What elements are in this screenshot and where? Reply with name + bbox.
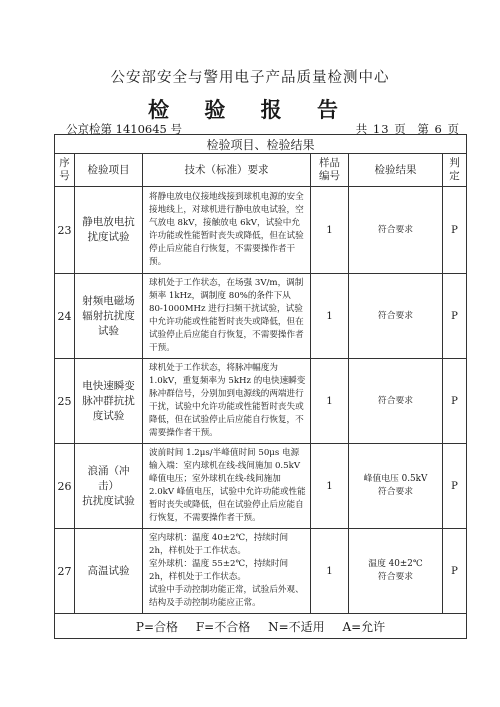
legend-row [55,614,467,639]
requirement-text: 球机处于工作状态，在场强 3V/m，调制频率 1kHz，调制度 80%的条件下从 80-1000MHz 进行扫频干扰试验，试验中允许功能或性能暂时丧失或降低，但在试验停止后应能自行恢复，不需要操作者干预。 [143,274,311,359]
requirement-text: 波前时间 1.2μs/半峰值时间 50μs 电源输入端：室内球机在线-线间施加 0.5kV 峰值电压；室外球机在线-线间施加 2.0kV 峰值电压，试验中允许功能或性能暂时丧失或降低，但在试验停止后应能自行恢复，不需要操作者干预。 [143,444,311,529]
sample-number: 1 [311,529,349,614]
sample-number: 1 [311,359,349,444]
organization-name: 公安部安全与警用电子产品质量检测中心 [110,70,390,86]
legend-pass: P=合格 [135,619,179,634]
total-pages: 共 13 页 [355,122,407,136]
requirement-text: 球机处于工作状态，将脉冲幅度为 1.0kV，重复频率为 5kHz 的电快速瞬变脉冲群信号，分别加到电源线的两端进行干扰，试验中允许功能或性能暂时丧失或降低，但在试验停止后应能自行恢复，不需要操作者干预。 [143,359,311,444]
legend-not-applicable: N=不适用 [268,619,325,634]
report-title: 检 验 报 告 [148,97,352,122]
sample-number: 1 [311,444,349,529]
row-number: 27 [55,529,75,614]
table-row [55,529,467,614]
judgement: P [443,529,467,614]
legend-allowed: A=允许 [342,619,386,634]
requirement-text: 将静电放电仪接地线接到球机电源的安全接地线上，对球机进行静电放电试验，空气放电 8kV，接触放电 6kV，试验中允许功能或性能暂时丧失或降低，但在试验停止后应能自行恢复，不需要操作者干预。 [143,187,311,274]
test-result: 温度 40±2℃ 符合要求 [349,529,443,614]
table-row [55,187,467,274]
table-row [55,274,467,359]
current-page: 第 6 页 [417,122,460,136]
report-number: 公京检第 1410645 号 [66,122,183,136]
col-header-sample: 样品 编号 [311,154,349,187]
test-result: 符合要求 [349,359,443,444]
sample-number: 1 [311,187,349,274]
sample-number: 1 [311,274,349,359]
judgement: P [443,444,467,529]
test-item: 射频电磁场 辐射抗扰度 试验 [75,274,143,359]
test-result: 符合要求 [349,274,443,359]
row-number: 23 [55,187,75,274]
test-result: 峰值电压 0.5kV 符合要求 [349,444,443,529]
table-row [55,444,467,529]
col-header-seq: 序 号 [55,154,75,187]
col-header-item: 检验项目 [75,154,143,187]
legend [55,614,467,639]
test-item: 静电放电抗 扰度试验 [75,187,143,274]
row-number: 26 [55,444,75,529]
header-row [55,154,467,187]
judgement: P [443,359,467,444]
judgement: P [443,274,467,359]
inspection-table [54,134,467,639]
col-header-result: 检验结果 [349,154,443,187]
section-title-row [55,135,467,154]
section-title: 检验项目、检验结果 [55,135,467,154]
test-result: 符合要求 [349,187,443,274]
test-item: 高温试验 [75,529,143,614]
row-number: 24 [55,274,75,359]
row-number: 25 [55,359,75,444]
col-header-judge: 判 定 [443,154,467,187]
legend-fail: F=不合格 [195,619,251,634]
judgement: P [443,187,467,274]
col-header-requirement: 技术（标准）要求 [143,154,311,187]
requirement-text: 室内球机：温度 40±2℃，持续时间 2h，样机处于工作状态。 室外球机：温度 55±2℃，持续时间 2h，样机处于工作状态。 试验中手动控制功能正常，试验后外观、结构及手动控制功能应正常。 [143,529,311,614]
test-item: 电快速瞬变 脉冲群抗扰 度试验 [75,359,143,444]
table-row [55,359,467,444]
test-item: 浪涌（冲击） 抗扰度试验 [75,444,143,529]
